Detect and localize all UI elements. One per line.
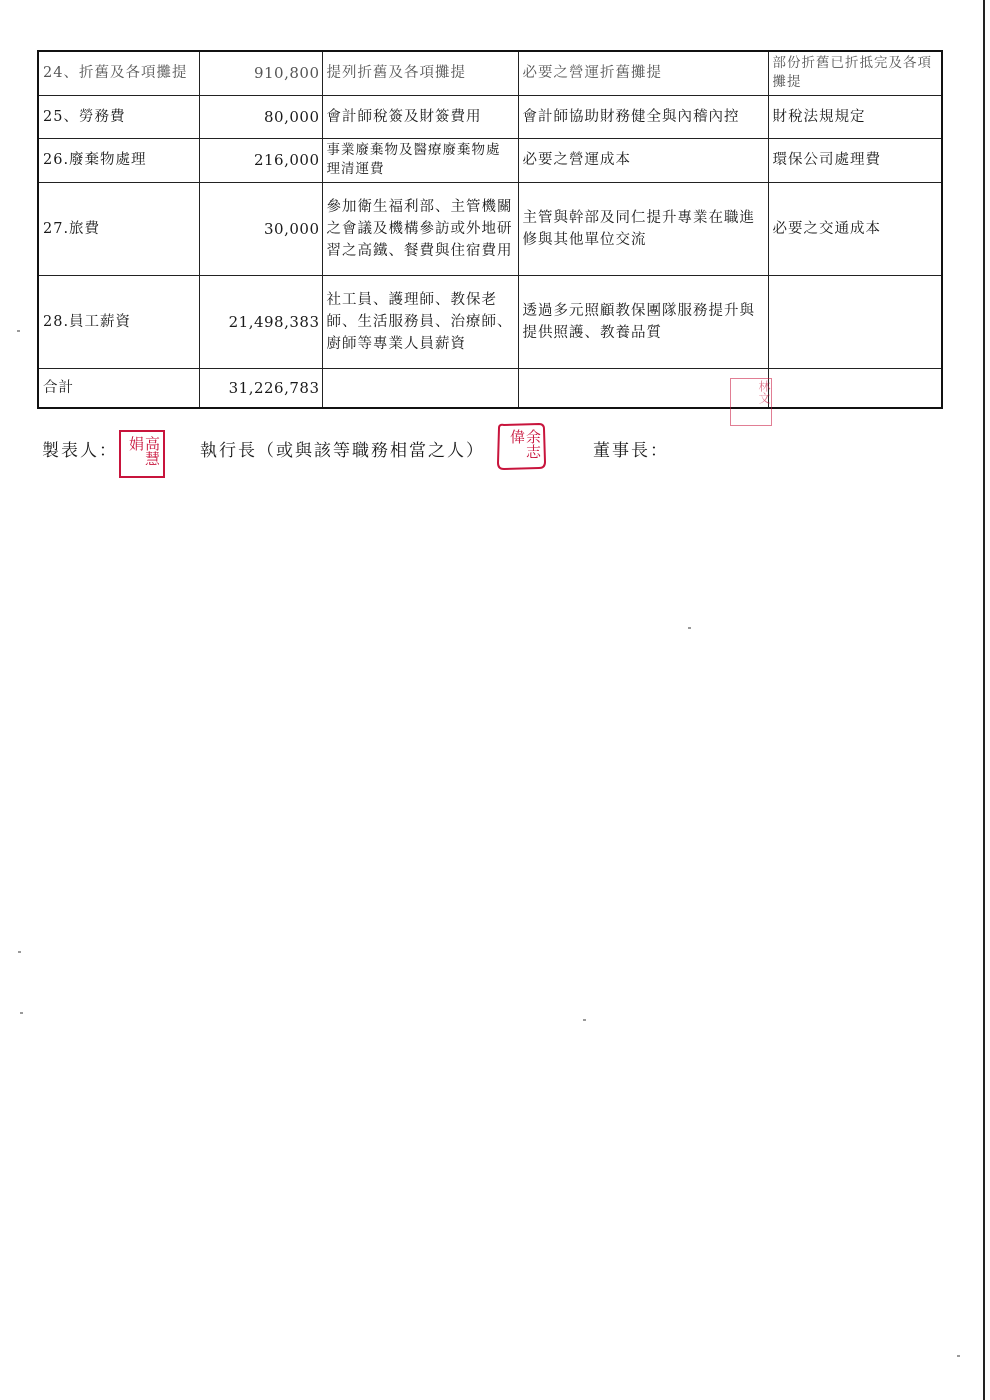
scan-speck	[20, 1012, 23, 1014]
note-cell: 環保公司處理費	[768, 138, 942, 182]
total-label: 合計	[38, 368, 199, 408]
scan-speck	[688, 627, 691, 629]
purpose-cell: 必要之營運折舊攤提	[518, 51, 768, 95]
item-cell: 24、折舊及各項攤提	[38, 51, 199, 95]
amount-cell: 21,498,383	[199, 275, 322, 368]
empty-cell	[322, 368, 518, 408]
note-cell: 部份折舊已折抵完及各項攤提	[768, 51, 942, 95]
amount-cell: 80,000	[199, 95, 322, 138]
scan-speck	[17, 330, 20, 332]
description-cell: 社工員、護理師、教保老師、生活服務員、治療師、廚師等專業人員薪資	[322, 275, 518, 368]
amount-cell: 910,800	[199, 51, 322, 95]
amount-cell: 30,000	[199, 182, 322, 275]
total-amount: 31,226,783	[199, 368, 322, 408]
empty-cell	[768, 368, 942, 408]
note-cell	[768, 275, 942, 368]
description-cell: 提列折舊及各項攤提	[322, 51, 518, 95]
signature-row	[40, 428, 960, 478]
purpose-cell: 必要之營運成本	[518, 138, 768, 182]
purpose-cell: 主管與幹部及同仁提升專業在職進修與其他單位交流	[518, 182, 768, 275]
purpose-cell: 會計師協助財務健全與內稽內控	[518, 95, 768, 138]
note-cell: 財稅法規規定	[768, 95, 942, 138]
page-edge-line	[983, 0, 985, 1400]
executive-seal-text: 余志偉	[508, 429, 542, 459]
description-cell: 會計師稅簽及財簽費用	[322, 95, 518, 138]
table-row	[38, 95, 942, 138]
total-row	[38, 368, 942, 408]
amount-cell: 216,000	[199, 138, 322, 182]
description-cell: 事業廢棄物及醫療廢棄物處理清運費	[322, 138, 518, 182]
scan-speck	[583, 1019, 586, 1021]
note-cell: 必要之交通成本	[768, 182, 942, 275]
item-cell: 28.員工薪資	[38, 275, 199, 368]
description-cell: 參加衛生福利部、主管機關之會議及機構參訪或外地研習之高鐵、餐費與住宿費用	[322, 182, 518, 275]
purpose-cell: 透過多元照顧教保團隊服務提升與提供照護、教養品質	[518, 275, 768, 368]
item-cell: 27.旅費	[38, 182, 199, 275]
chairman-label: 董事長：	[593, 441, 669, 461]
item-cell: 25、勞務費	[38, 95, 199, 138]
preparer-seal	[119, 430, 165, 478]
preparer-seal-text: 高慧娟	[127, 436, 161, 466]
executive-label: 執行長（或與該等職務相當之人）	[200, 441, 485, 461]
scan-speck	[18, 951, 21, 953]
scan-speck	[957, 1355, 960, 1357]
table-row	[38, 138, 942, 182]
table-seal-text: 林文	[757, 380, 771, 404]
table-row	[38, 182, 942, 275]
preparer-label: 製表人：	[42, 441, 118, 461]
table-row	[38, 51, 942, 95]
item-cell: 26.廢棄物處理	[38, 138, 199, 182]
table-corner-seal	[726, 378, 774, 428]
executive-seal	[495, 422, 547, 472]
table-row	[38, 275, 942, 368]
budget-table	[37, 50, 943, 409]
